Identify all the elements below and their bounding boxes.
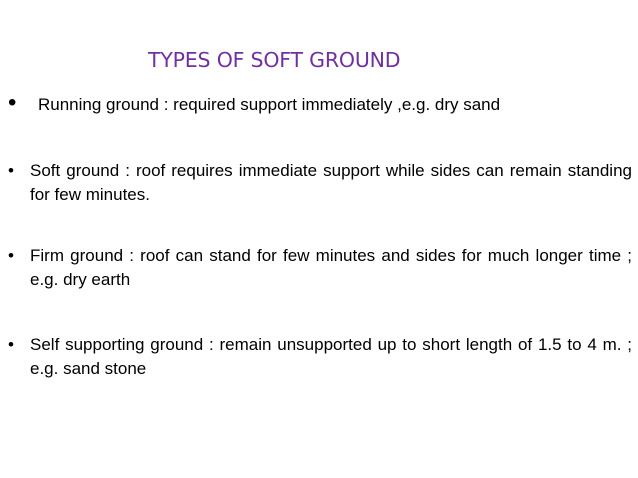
bullet-icon: • (8, 89, 17, 116)
bullet-item-firm-ground (8, 244, 632, 292)
bullet-text: Self supporting ground : remain unsupported up to short length of 1.5 to 4 m. ; e.g. sand stone (30, 335, 632, 378)
slide-title: TYPES OF SOFT GROUND (148, 48, 401, 72)
bullet-item-self-supporting-ground (8, 333, 632, 381)
bullet-icon: • (8, 246, 14, 265)
bullet-item-running-ground (8, 89, 632, 117)
bullet-text: Running ground : required support immediately ,e.g. dry sand (38, 95, 501, 114)
bullet-icon: • (8, 335, 14, 354)
bullet-text: Soft ground : roof requires immediate support while sides can remain standing for few minutes. (30, 161, 632, 204)
bullet-text: Firm ground : roof can stand for few minutes and sides for much longer time ; e.g. dry earth (30, 246, 632, 289)
bullet-item-soft-ground (8, 159, 632, 207)
bullet-icon: • (8, 161, 14, 180)
